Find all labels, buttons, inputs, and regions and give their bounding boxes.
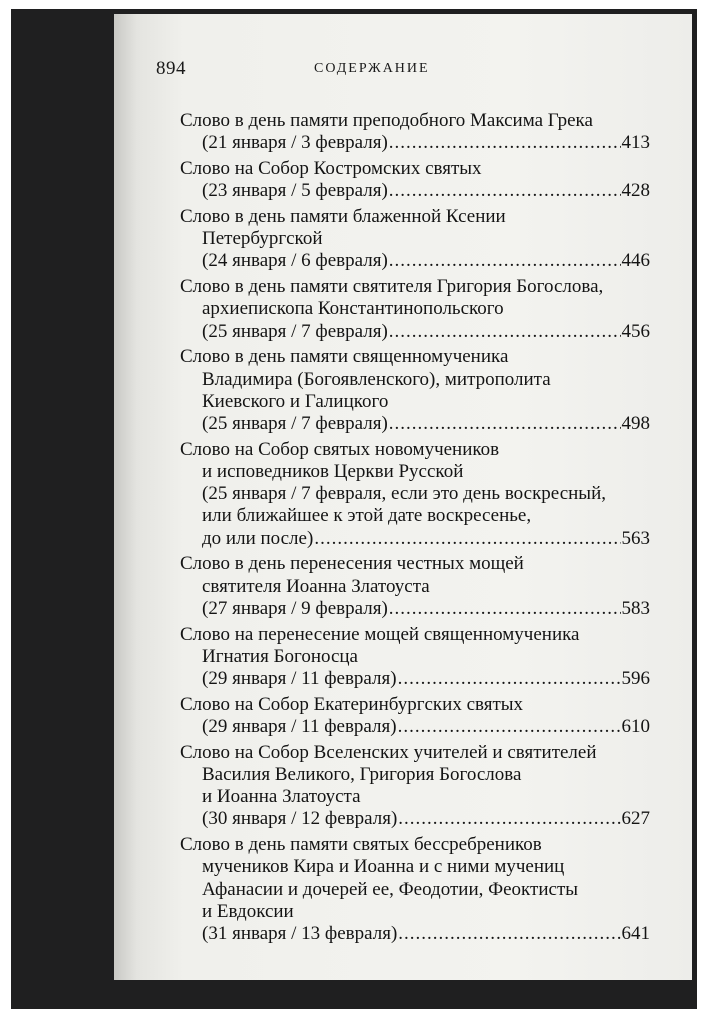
dot-leader [389, 250, 621, 272]
toc-entry-title: и Евдоксии [202, 900, 294, 922]
toc-entry-date: до или после) [202, 527, 314, 549]
page-number: 894 [156, 58, 186, 79]
toc-entry-date-row [180, 808, 650, 830]
toc-entry-date-row [180, 321, 650, 343]
dot-leader [398, 808, 620, 830]
toc-entry-date-row [180, 180, 650, 202]
toc-entry-date: (25 января / 7 февраля, если это день воскресный, [202, 483, 606, 505]
toc-entry-title: архиепископа Константинопольского [202, 298, 504, 320]
toc-entry-title: Слово на Собор Костромских святых [180, 158, 482, 179]
toc-entry-date: (29 января / 11 февраля) [202, 716, 397, 738]
toc-entry [180, 276, 650, 343]
toc-entry-date-row [180, 132, 650, 154]
toc-entry-title: Афанасии и дочерей ее, Феодотии, Феоктисты [202, 878, 579, 900]
toc-entry-date-row [180, 716, 650, 738]
toc-entry [180, 742, 650, 831]
toc-entry [180, 553, 650, 620]
toc-entry-title: Слово на Собор Екатеринбургских святых [180, 693, 524, 715]
toc-entry-page: 413 [621, 132, 650, 154]
toc-entry [180, 834, 650, 945]
toc-entry-page: 583 [621, 597, 650, 619]
toc-entry-page: 563 [621, 527, 650, 549]
dot-leader [389, 413, 621, 435]
toc-entry [180, 439, 650, 550]
toc-entry-date-row [180, 668, 650, 690]
toc-entry-page: 446 [621, 250, 650, 272]
toc-entry [180, 346, 650, 435]
toc-entry [180, 624, 650, 691]
dot-leader [398, 923, 620, 945]
toc-entry-date: (24 января / 6 февраля) [202, 250, 388, 272]
toc-entry-page: 428 [621, 180, 650, 202]
toc-entry-title: Слово на Собор святых новомучеников [180, 438, 500, 460]
toc-entry-title: святителя Иоанна Златоуста [202, 575, 430, 597]
toc-entry-title: Слово в день перенесения честных мощей [180, 553, 524, 575]
dot-leader [389, 180, 621, 202]
toc-entry-page: 610 [621, 716, 650, 738]
toc-entry-title: Слово в день памяти преподобного Максима Грека [180, 110, 593, 131]
toc-entry [180, 158, 650, 202]
toc-entry-date: (25 января / 7 февраля) [202, 320, 388, 342]
toc-entry-page: 456 [621, 320, 650, 342]
toc-entry-date: (23 января / 5 февраля) [202, 180, 388, 202]
toc-entry-page: 498 [621, 413, 650, 435]
toc-entry-date-row [180, 598, 650, 620]
toc-entry-date: (21 января / 3 февраля) [202, 132, 388, 154]
toc-entry-date-row [180, 413, 650, 435]
toc-entry-title: Игнатия Богоносца [202, 645, 358, 667]
table-of-contents [180, 110, 650, 949]
toc-entry-title: и Иоанна Златоуста [202, 786, 361, 808]
toc-entry [180, 110, 650, 154]
toc-entry-title: Слово в день памяти святых бессребреников [180, 834, 542, 856]
toc-entry-date: (27 января / 9 февраля) [202, 597, 388, 619]
dot-leader [389, 598, 621, 620]
dot-leader [389, 321, 621, 343]
toc-entry-title: Слово в день памяти святителя Григория Богослова, [180, 276, 604, 298]
toc-entry-page: 627 [621, 808, 650, 830]
dot-leader [398, 716, 621, 738]
toc-entry-title: Слово в день памяти блаженной Ксении [180, 206, 506, 227]
toc-entry [180, 206, 650, 273]
toc-entry-title: Слово в день памяти священномученика [180, 346, 509, 368]
toc-entry-date-row [180, 528, 650, 550]
toc-entry-date: или ближайшее к этой дате воскресенье, [202, 505, 532, 527]
toc-entry-title: Слово на Собор Вселенских учителей и святителей [180, 741, 597, 763]
toc-entry-title: Киевского и Галицкого [202, 390, 389, 412]
dot-leader [314, 528, 620, 550]
running-title: СОДЕРЖАНИЕ [314, 61, 430, 76]
toc-entry-date: (31 января / 13 февраля) [202, 923, 398, 945]
toc-entry-page: 641 [621, 923, 650, 945]
toc-entry-page: 596 [621, 668, 650, 690]
toc-entry-date: (30 января / 12 февраля) [202, 808, 398, 830]
toc-entry-title: Петербургской [202, 228, 323, 250]
dot-leader [389, 132, 621, 154]
toc-entry-date: (25 января / 7 февраля) [202, 413, 388, 435]
toc-entry-title: Василия Великого, Григория Богослова [202, 764, 522, 786]
toc-entry-title: Владимира (Богоявленского), митрополита [202, 368, 551, 390]
toc-entry-title: Слово на перенесение мощей священномученика [180, 623, 580, 645]
book-page [114, 14, 692, 980]
toc-entry [180, 694, 650, 738]
toc-entry-title: мучеников Кира и Иоанна и с ними мучениц [202, 856, 565, 878]
toc-entry-date-row [180, 923, 650, 945]
toc-entry-date: (29 января / 11 февраля) [202, 668, 397, 690]
dot-leader [398, 668, 621, 690]
toc-entry-date-row [180, 250, 650, 272]
toc-entry-title: и исповедников Церкви Русской [202, 461, 464, 483]
